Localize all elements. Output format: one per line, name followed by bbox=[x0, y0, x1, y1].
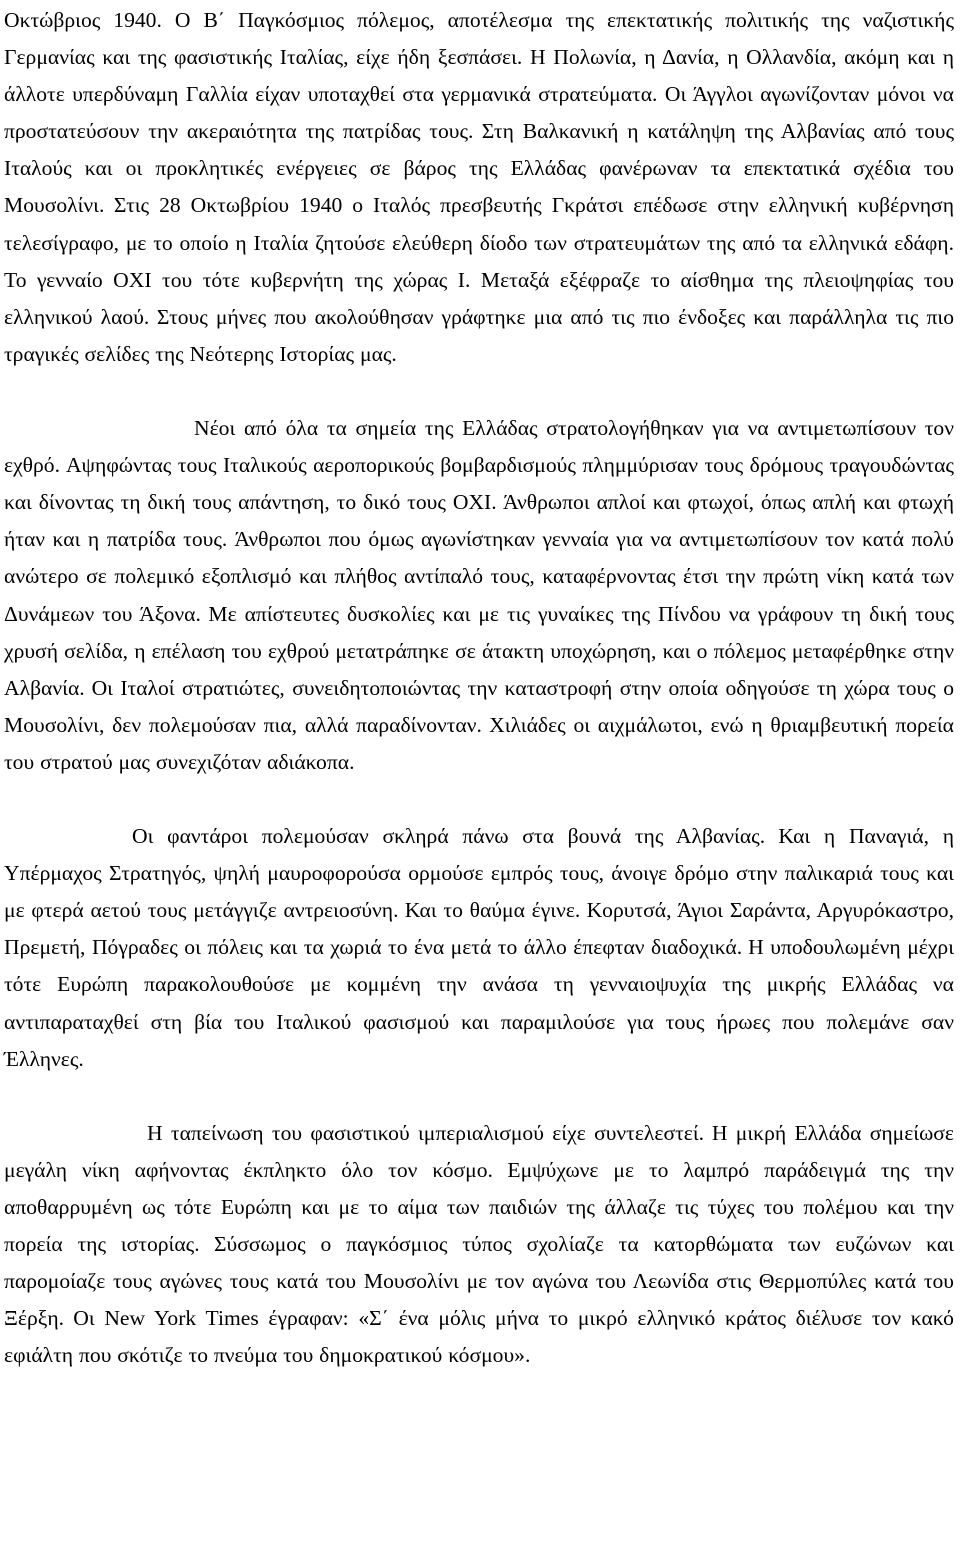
sentence: Εμψύχωνε με το λαμπρό παράδειγμά της την αποθαρρυμένη ως τότε Ευρώπη και με το αίμα των παιδιών της άλλαζε τις τύχες του πολέμου και την πορεία της ιστορίας. bbox=[4, 1157, 954, 1257]
sentence: Στους μήνες που ακολούθησαν γράφτηκε μια από τις πιο ένδοξες και παράλληλα τις πιο τραγικές σελίδες της Νεότερης Ιστορίας μας. bbox=[4, 304, 954, 366]
sentence: Το γενναίο ΟΧΙ του τότε κυβερνήτη της χώρας Ι. Μεταξά εξέφραζε το αίσθημα της πλειοψηφίας του ελληνικού λαού. bbox=[4, 267, 954, 329]
sentence: Κορυτσά, Άγιοι Σαράντα, Αργυρόκαστρο, Πρεμετή, Πόγραδες οι πόλεις και τα χωριά το ένα μετά το άλλο έπεφταν διαδοχικά. bbox=[4, 898, 954, 960]
paragraph bbox=[4, 2, 954, 373]
sentence: Και η Παναγιά, η Υπέρμαχος Στρατηγός, ψηλή μαυροφορούσα ορμούσε εμπρός τους, άνοιγε δρόμο στην παλικαριά τους και με φτερά αετού τους μετάγγιζε αντρειοσύνη. bbox=[4, 824, 954, 923]
sentence: Νέοι από όλα τα σημεία της Ελλάδας στρατολογήθηκαν για να αντιμετωπίσουν τον εχθρό. bbox=[4, 416, 954, 478]
sentence: Οκτώβριος 1940. Ο Β΄ Παγκόσμιος πόλεμος, αποτέλεσμα της επεκτατικής πολιτικής της ναζιστικής Γερμανίας και της φασιστικής Ιταλίας, είχε ήδη ξεσπάσει. Η Πολωνία, η Δανία, η Ολλανδία, ακόμη και η άλλοτε υπερδύναμη Γαλλία είχαν υποταχθεί στα γερμανικά στρατεύματα. Οι Άγγλοι αγωνίζονταν μόνοι να προστατεύσουν την ακεραιότητα της πατρίδας τους. bbox=[4, 8, 954, 144]
paragraph bbox=[4, 410, 954, 781]
sentence: Οι Ιταλοί στρατιώτες, συνειδητοποιώντας την καταστροφή στην οποία οδηγούσε τη χώρα τους ο Μουσολίνι, δεν πολεμούσαν πια, αλλά παραδίνονταν. bbox=[4, 675, 954, 737]
sentence: Με απίστευτες δυσκολίες και με τις γυναίκες της Πίνδου να γράφουν τη δική τους χρυσή σελίδα, η επέλαση του εχθρού μετατράπηκε σε άτακτη υποχώρηση, και ο πόλεμος μεταφέρθηκε στην Αλβανία. bbox=[4, 601, 954, 700]
document-body bbox=[4, 2, 954, 1374]
sentence: Στη Βαλκανική η κατάληψη της Αλβανίας από τους Ιταλούς και οι προκλητικές ενέργειες σε βάρος της Ελλάδας φανέρωναν τα επεκτατικά σχέδια του Μουσολίνι. bbox=[4, 119, 954, 218]
sentence: Χιλιάδες οι αιχμάλωτοι, ενώ η θριαμβευτική πορεία του στρατού μας συνεχιζόταν αδιάκοπα. bbox=[4, 712, 954, 774]
sentence: Η υποδουλωμένη μέχρι τότε Ευρώπη παρακολουθούσε με κομμένη την ανάσα τη γενναιοψυχία της μικρής Ελλάδας να αντιπαραταχθεί στη βία του Ιταλικού φασισμού και παραμιλούσε για τους ήρωες που πολεμάνε σαν Έλληνες. bbox=[4, 935, 955, 1071]
sentence: Η ταπείνωση του φασιστικού ιμπεριαλισμού είχε συντελεστεί. bbox=[147, 1120, 705, 1145]
sentence: Και το θαύμα έγινε. bbox=[404, 898, 581, 923]
sentence: Στις 28 Οκτωβρίου 1940 ο Ιταλός πρεσβευτής Γκράτσι επέδωσε στην ελληνική κυβέρνηση τελεσίγραφο, με το οποίο η Ιταλία ζητούσε ελεύθερη δίοδο των στρατευμάτων της από τα ελληνικά εδάφη. bbox=[4, 193, 954, 255]
sentence: Σύσσωμος ο παγκόσμιος τύπος σχολίαζε τα κατορθώματα των ευζώνων και παρομοίαζε τους αγώνες τους κατά του Μουσολίνι με τον αγώνα του Λεωνίδα στις Θερμοπύλες κατά του Ξέρξη. bbox=[4, 1232, 954, 1331]
sentence: Άνθρωποι απλοί και φτωχοί, όπως απλή και φτωχή ήταν και η πατρίδα τους. bbox=[4, 490, 954, 552]
sentence: Οι φαντάροι πολεμούσαν σκληρά πάνω στα βουνά της Αλβανίας. bbox=[132, 824, 766, 849]
paragraph bbox=[4, 1115, 954, 1375]
sentence: Αψηφώντας τους Ιταλικούς αεροπορικούς βομβαρδισμούς πλημμύρισαν τους δρόμους τραγουδώντας και δίνοντας τη δική τους απάντηση, το δικό τους ΟΧΙ. bbox=[4, 453, 954, 515]
sentence: Άνθρωποι που όμως αγωνίστηκαν γενναία για να αντιμετωπίσουν τον κατά πολύ ανώτερο σε πολεμικό εξοπλισμό και πλήθος αντίπαλό τους, καταφέρνοντας έτσι την πρώτη νίκη κατά των Δυνάμεων του Άξονα. bbox=[4, 527, 954, 626]
sentence: Οι New York Times έγραφαν: «Σ΄ ένα μόλις μήνα το μικρό ελληνικό κράτος διέλυσε τον κακό εφιάλτη που σκότιζε το πνεύμα του δημοκρατικού κόσμου». bbox=[4, 1306, 954, 1368]
sentence: Η μικρή Ελλάδα σημείωσε μεγάλη νίκη αφήνοντας έκπληκτο όλο τον κόσμο. bbox=[4, 1120, 955, 1182]
paragraph bbox=[4, 818, 954, 1078]
